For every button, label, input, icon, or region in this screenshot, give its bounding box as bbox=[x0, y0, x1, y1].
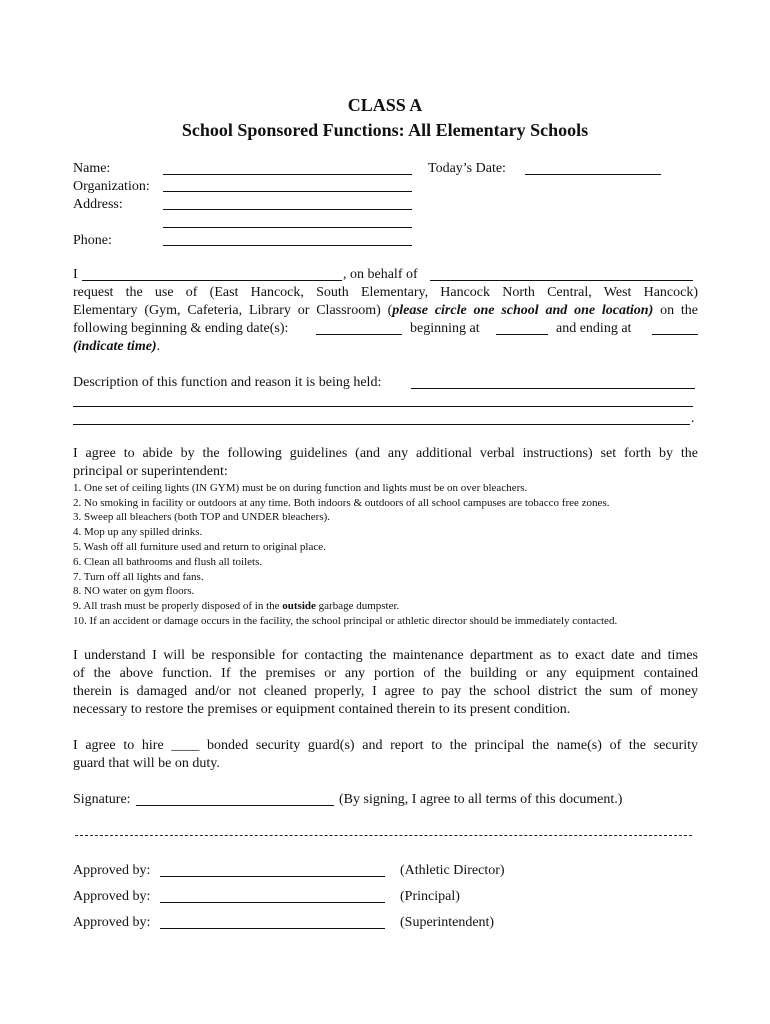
approver-role: (Principal) bbox=[400, 889, 460, 904]
beginning-at-label: beginning at bbox=[410, 321, 480, 336]
divider-dashed bbox=[75, 835, 692, 836]
approver-role: (Athletic Director) bbox=[400, 863, 505, 878]
responsibility-line: therein is damaged and/or not cleaned properly, I agree to pay the school district the sum of money bbox=[73, 684, 698, 699]
on-behalf-of-field[interactable] bbox=[430, 280, 693, 281]
guidelines-intro-line-1: I agree to abide by the following guidelines (and any additional verbal instructions) set forth by the bbox=[73, 446, 698, 461]
indicate-time-note: (indicate time). bbox=[73, 339, 161, 354]
address-field-line-1[interactable] bbox=[163, 209, 412, 210]
guideline-item: 4. Mop up any spilled drinks. bbox=[73, 526, 203, 538]
superintendent-signature-field[interactable] bbox=[160, 928, 385, 929]
signature-note: (By signing, I agree to all terms of this document.) bbox=[339, 792, 623, 807]
guideline-item-10: 10. If an accident or damage occurs in the facility, the school principal or athletic director should be immediately contacted. bbox=[73, 615, 618, 627]
signature-label: Signature: bbox=[73, 792, 131, 807]
form-title: CLASS A bbox=[347, 95, 423, 115]
guideline-item: 8. NO water on gym floors. bbox=[73, 585, 195, 597]
responsibility-line: I understand I will be responsible for contacting the maintenance department as to exact date and times bbox=[73, 648, 698, 663]
approver-role: (Superintendent) bbox=[400, 915, 495, 930]
athletic-director-signature-field[interactable] bbox=[160, 876, 385, 877]
date-field[interactable] bbox=[525, 174, 661, 175]
request-i: I bbox=[73, 267, 78, 282]
on-behalf-of-text: , on behalf of bbox=[343, 267, 418, 282]
organization-label: Organization: bbox=[73, 179, 150, 194]
phone-field[interactable] bbox=[163, 245, 412, 246]
begin-time-field[interactable] bbox=[496, 334, 548, 335]
end-time-field[interactable] bbox=[652, 334, 698, 335]
guideline-item: 1. One set of ceiling lights (IN GYM) must be on during function and lights must be on over bleachers. bbox=[73, 482, 528, 494]
dates-label: following beginning & ending date(s): bbox=[73, 321, 289, 336]
requester-name-field[interactable] bbox=[82, 280, 342, 281]
address-label: Address: bbox=[73, 197, 123, 212]
responsibility-line: necessary to restore the premises or equipment contained therein to its present condition. bbox=[73, 702, 571, 717]
description-field-line-2[interactable] bbox=[73, 406, 693, 407]
request-line-3: Elementary (Gym, Cafeteria, Library or Classroom) (please circle one school and one location) on the bbox=[73, 303, 698, 318]
signature-field[interactable] bbox=[136, 805, 334, 806]
date-label: Today’s Date: bbox=[428, 161, 506, 176]
request-line-2: request the use of (East Hancock, South Elementary, Hancock North Central, West Hancock) bbox=[73, 285, 698, 300]
organization-field[interactable] bbox=[163, 191, 412, 192]
name-field[interactable] bbox=[163, 174, 412, 175]
approved-by-label: Approved by: bbox=[73, 889, 151, 904]
principal-signature-field[interactable] bbox=[160, 902, 385, 903]
description-field-line-3[interactable] bbox=[73, 424, 690, 425]
description-end-period: . bbox=[691, 411, 695, 426]
dates-field[interactable] bbox=[316, 334, 402, 335]
security-guard-count-field[interactable]: ____ bbox=[171, 738, 200, 753]
form-subtitle: School Sponsored Functions: All Elementary Schools bbox=[181, 120, 589, 140]
description-field-line-1[interactable] bbox=[411, 388, 695, 389]
security-line-1: I agree to hire ____ bonded security guard(s) and report to the principal the name(s) of the security bbox=[73, 738, 699, 753]
guideline-item: 5. Wash off all furniture used and return to original place. bbox=[73, 541, 326, 553]
guideline-item: 6. Clean all bathrooms and flush all toilets. bbox=[73, 556, 263, 568]
guideline-item-9: 9. All trash must be properly disposed of in the outside garbage dumpster. bbox=[73, 600, 400, 612]
guideline-item: 2. No smoking in facility or outdoors at any time. Both indoors & outdoors of all school campuses are tobacco free zones. bbox=[73, 497, 610, 509]
phone-label: Phone: bbox=[73, 233, 112, 248]
address-field-line-2[interactable] bbox=[163, 227, 412, 228]
guidelines-intro-line-2: principal or superintendent: bbox=[73, 464, 228, 479]
name-label: Name: bbox=[73, 161, 111, 176]
ending-at-label: and ending at bbox=[556, 321, 632, 336]
responsibility-line: of the above function. If the premises or any portion of the building or any equipment contained bbox=[73, 666, 698, 681]
guideline-item: 7. Turn off all lights and fans. bbox=[73, 571, 204, 583]
approved-by-label: Approved by: bbox=[73, 915, 151, 930]
security-line-2: guard that will be on duty. bbox=[73, 756, 220, 771]
guideline-item: 3. Sweep all bleachers (both TOP and UNDER bleachers). bbox=[73, 511, 331, 523]
description-label: Description of this function and reason it is being held: bbox=[73, 375, 382, 390]
approved-by-label: Approved by: bbox=[73, 863, 151, 878]
